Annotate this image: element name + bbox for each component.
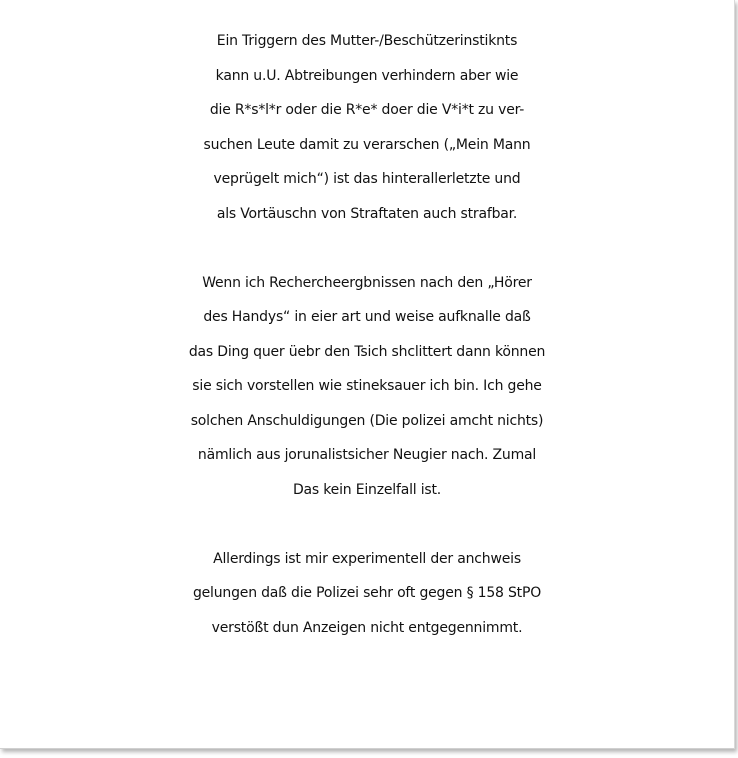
- text-line: veprügelt mich“) ist das hinterallerletzte und: [213, 171, 521, 187]
- paragraph-1: [0, 24, 734, 231]
- text-line: als Vortäuschn von Straftaten auch strafbar.: [216, 205, 518, 222]
- text-line: Ein Triggern des Mutter-/Beschützerinstiknts: [216, 33, 518, 49]
- document-body: [0, 24, 734, 680]
- text-line: kann u.U. Abtreibungen verhindern aber wie: [215, 67, 519, 84]
- text-line: sie sich vorstellen wie stineksauer ich bin. Ich gehe: [192, 378, 542, 394]
- paragraph-3: [0, 542, 734, 646]
- text-line: suchen Leute damit zu verarschen („Mein Mann: [203, 136, 531, 153]
- text-line: solchen Anschuldigungen (Die polizei amcht nichts): [190, 412, 544, 429]
- text-line: Wenn ich Rechercheergbnissen nach den „Hörer: [202, 274, 532, 291]
- text-line: gelungen daß die Polizei sehr oft gegen § 158 StPO: [192, 585, 542, 601]
- text-line: verstößt dun Anzeigen nicht entgegennimmt.: [211, 619, 523, 636]
- paragraph-2: [0, 266, 734, 508]
- text-line: Das kein Einzelfall ist.: [292, 481, 442, 498]
- text-line: das Ding quer üebr den Tsich shclittert dann können: [188, 343, 546, 360]
- text-line: nämlich aus jorunalistsicher Neugier nach. Zumal: [197, 447, 537, 463]
- text-line: des Handys“ in eier art und weise aufknalle daß: [203, 309, 531, 325]
- text-line: die R*s*l*r oder die R*e* doer die V*i*t zu ver-: [209, 102, 525, 118]
- text-line: Allerdings ist mir experimentell der anchweis: [213, 550, 521, 567]
